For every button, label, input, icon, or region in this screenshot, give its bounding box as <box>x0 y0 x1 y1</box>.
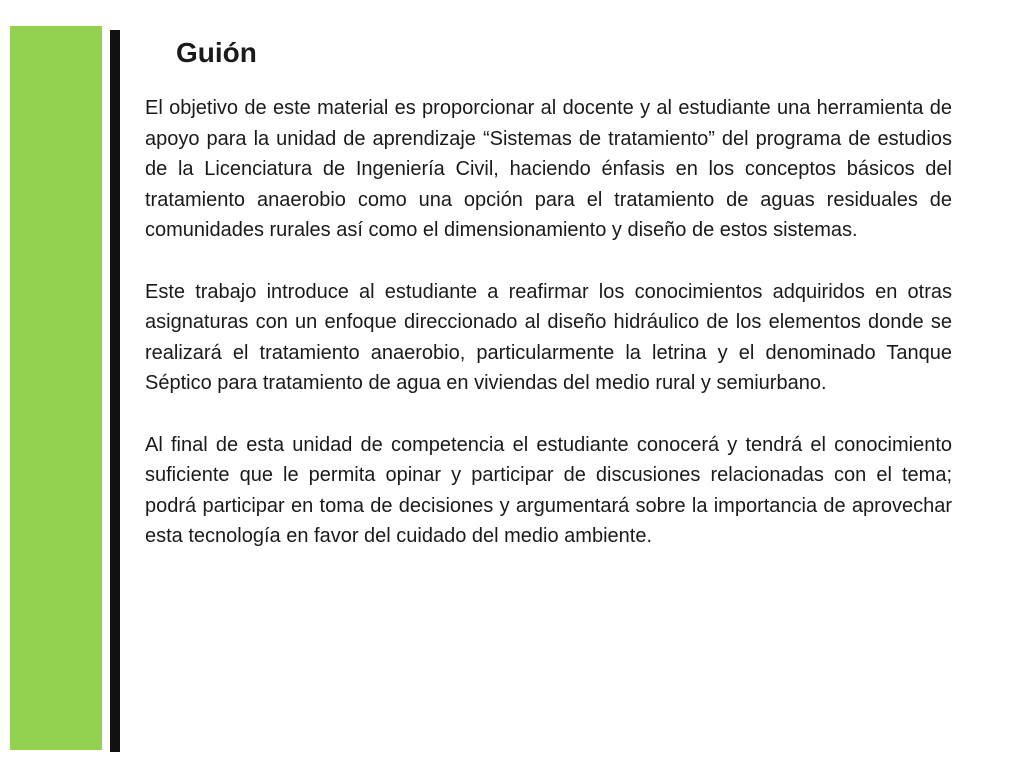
paragraph-objective: El objetivo de este material es proporcionar al docente y al estudiante una herramienta de apoyo para la unidad de aprendizaje “Sistemas de tratamiento” del programa de estudios de la Licenciatura de Ingeniería Civil, haciendo énfasis en los conceptos básicos del tratamiento anaerobio como una opción para el tratamiento de aguas residuales de comunidades rurales así como el dimensionamiento y diseño de estos sistemas. <box>145 97 952 241</box>
slide-body <box>145 93 952 583</box>
green-accent-bar <box>10 26 102 750</box>
paragraph-introduction: Este trabajo introduce al estudiante a reafirmar los conocimientos adquiridos en otras asignaturas con un enfoque direccionado al diseño hidráulico de los elementos donde se realizará el tratamiento anaerobio, particularmente la letrina y el denominado Tanque Séptico para tratamiento de agua en viviendas del medio rural y semiurbano. <box>145 280 952 394</box>
black-accent-bar <box>110 30 120 752</box>
paragraph-conclusion: Al final de esta unidad de competencia el estudiante conocerá y tendrá el conocimiento suficiente que le permita opinar y participar de discusiones relacionadas con el tema; podrá participar en toma de decisiones y argumentará sobre la importancia de aprovechar esta tecnología en favor del cuidado del medio ambiente. <box>145 433 952 547</box>
slide-title: Guión <box>176 37 257 68</box>
